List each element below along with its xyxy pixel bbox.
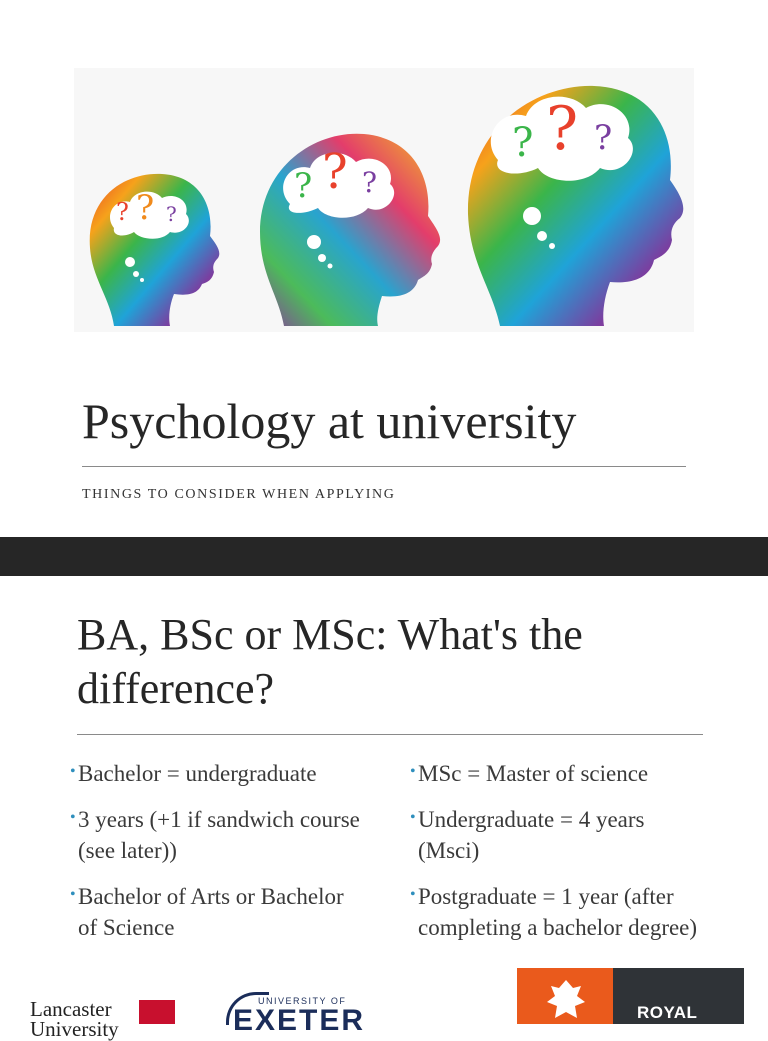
university-logos (0, 968, 768, 1041)
list-item: • MSc = Master of science (410, 758, 700, 789)
question-mark-icon: ? (546, 94, 579, 164)
question-mark-icon: ? (594, 118, 613, 158)
question-mark-icon: ? (512, 120, 534, 166)
lancaster-logo-text: Lancaster (30, 997, 112, 1021)
question-mark-icon: ? (116, 198, 129, 226)
question-mark-icon: ? (136, 188, 155, 228)
bullet-icon: • (70, 809, 76, 826)
list-item: • Bachelor = undergraduate (70, 758, 360, 789)
slide-subtitle: THINGS TO CONSIDER WHEN APPLYING (82, 487, 396, 502)
list-item: • Undergraduate = 4 years (Msci) (410, 804, 700, 866)
royal-crest-icon (543, 976, 589, 1024)
list-item: • 3 years (+1 if sandwich course (see later)) (70, 804, 360, 866)
lancaster-crest-icon (139, 1000, 175, 1024)
royal-logo-text: ROYAL (637, 1003, 698, 1022)
list-item: • Postgraduate = 1 year (after completing a bachelor degree) (410, 881, 700, 943)
title-divider (82, 466, 686, 467)
list-item: • Bachelor of Arts or Bachelor of Science (70, 881, 360, 943)
slide-title: Psychology at university (82, 393, 577, 449)
slide-title: BA, BSc or MSc: What's the difference? (77, 610, 583, 713)
right-bullet-list (410, 758, 700, 958)
exeter-logo-text: EXETER (233, 1004, 366, 1037)
slide-separator (0, 537, 768, 576)
bullet-icon: • (410, 886, 416, 903)
question-mark-icon: ? (294, 166, 313, 206)
bullet-icon: • (70, 886, 76, 903)
title-divider (77, 734, 703, 735)
heads-illustration (74, 68, 694, 332)
question-mark-icon: ? (166, 202, 177, 226)
lancaster-logo-subtext: University (30, 1017, 119, 1041)
bullet-icon: • (70, 763, 76, 780)
small-head-icon (90, 174, 220, 326)
degree-slide (0, 576, 768, 1024)
bullet-icon: • (410, 763, 416, 780)
left-bullet-list (70, 758, 360, 958)
exeter-logo-small-text: UNIVERSITY OF (258, 996, 347, 1006)
bullet-icon: • (410, 809, 416, 826)
medium-head-icon (260, 134, 440, 326)
question-mark-icon: ? (362, 166, 378, 199)
question-mark-icon: ? (322, 144, 348, 200)
